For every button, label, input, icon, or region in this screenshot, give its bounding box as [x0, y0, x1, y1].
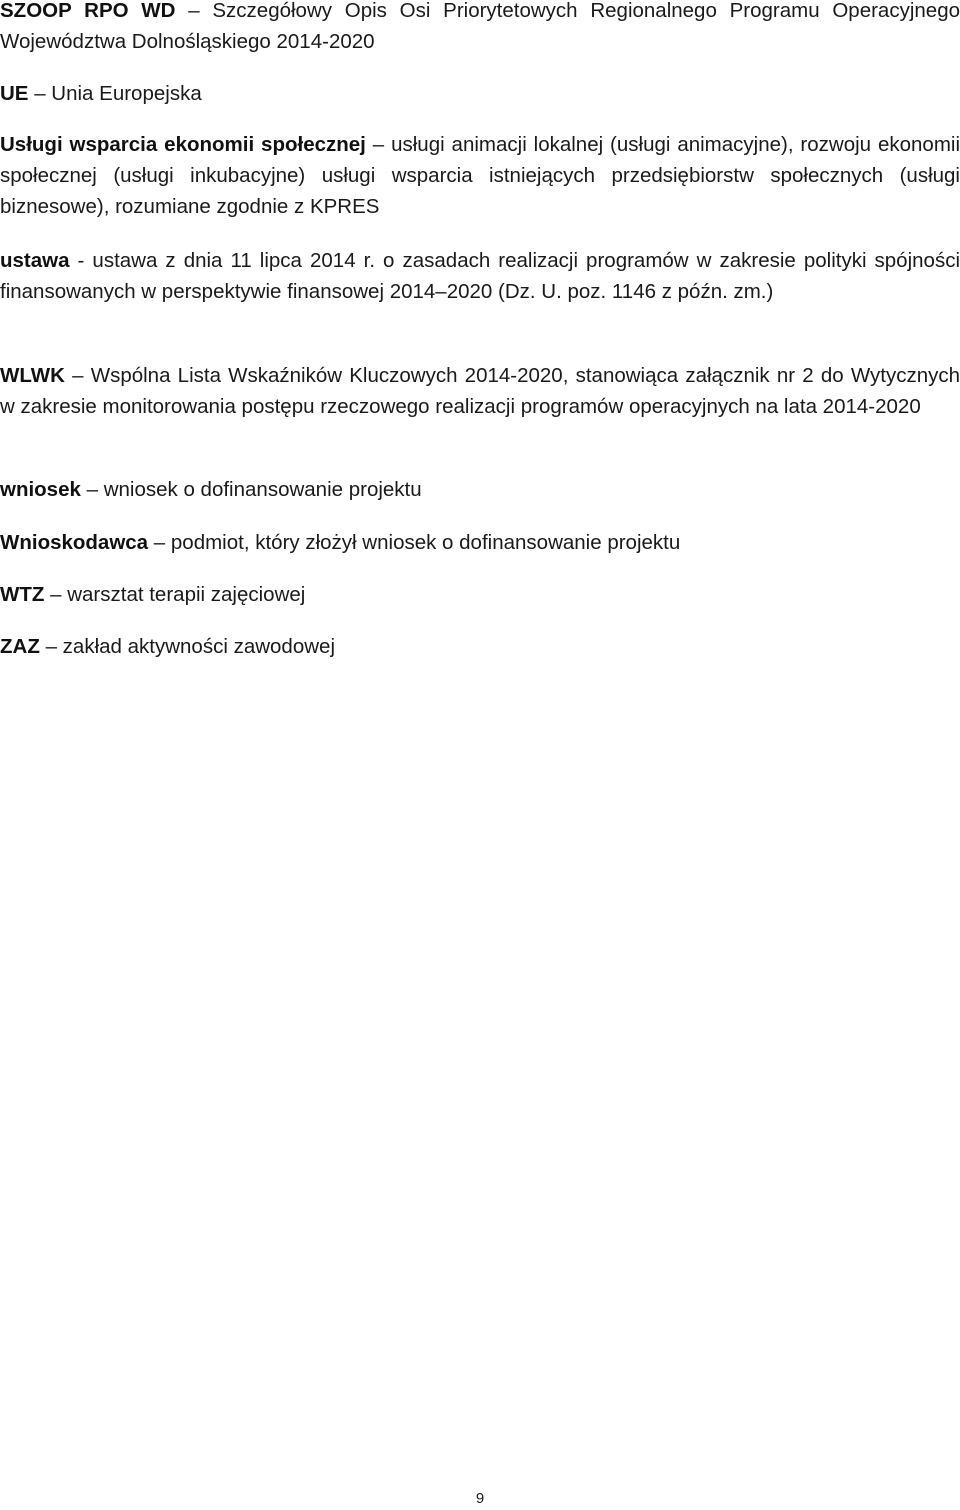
- glossary-definition: podmiot, który złożył wniosek o dofinansowanie projektu: [170, 531, 681, 554]
- term-separator: –: [86, 478, 98, 501]
- glossary-entry-uslugi-wsparcia-ekonomii-spolecznej: [0, 129, 960, 222]
- glossary-entry-wniosek: [0, 474, 960, 505]
- glossary-term: UE: [0, 82, 29, 105]
- glossary-definition: usługi animacji lokalnej (usługi animacyjne), rozwoju ekonomii społecznej (usługi inkubacyjne) usługi wsparcia istniejących przedsiębiorstw społecznych (usługi biznesowe), rozumiane zgodnie z KPRES: [0, 133, 960, 218]
- glossary-entry-wtz: [0, 579, 960, 610]
- glossary-definition: wniosek o dofinansowanie projektu: [103, 478, 422, 501]
- glossary-definition: warsztat terapii zajęciowej: [67, 583, 306, 606]
- glossary-term: SZOOP RPO WD: [0, 0, 176, 22]
- glossary-term: ustawa: [0, 249, 70, 272]
- term-separator: –: [34, 82, 46, 105]
- term-separator: –: [153, 531, 166, 554]
- glossary-definition: Szczegółowy Opis Osi Priorytetowych Regionalnego Programu Operacyjnego Województwa Dolnośląskiego 2014-2020: [0, 0, 960, 53]
- glossary-definition: Unia Europejska: [51, 82, 202, 105]
- term-separator: –: [72, 364, 84, 387]
- glossary-term: WLWK: [0, 364, 65, 387]
- glossary-entry-szoop-rpo-wd: [0, 0, 960, 57]
- term-separator: –: [188, 0, 200, 22]
- term-separator: –: [372, 133, 385, 156]
- term-separator: -: [77, 249, 85, 272]
- glossary-entry-wlwk: [0, 360, 960, 422]
- glossary-definition: ustawa z dnia 11 lipca 2014 r. o zasadach realizacji programów w zakresie polityki spójności finansowanych w perspektywie finansowej 2014–2020 (Dz. U. poz. 1146 z późn. zm.): [0, 249, 960, 303]
- glossary-entry-ue: [0, 78, 960, 109]
- glossary-term: Wnioskodawca: [0, 531, 149, 554]
- term-separator: –: [50, 583, 62, 606]
- glossary-term: WTZ: [0, 583, 45, 606]
- term-separator: –: [45, 635, 57, 658]
- glossary-entry-ustawa: [0, 245, 960, 307]
- glossary-definition: zakład aktywności zawodowej: [62, 635, 335, 658]
- glossary-term: wniosek: [0, 478, 81, 501]
- glossary-term: Usługi wsparcia ekonomii społecznej: [0, 133, 366, 156]
- page-number: 9: [475, 1490, 485, 1507]
- glossary-entry-wnioskodawca: [0, 527, 960, 558]
- glossary-definition: Wspólna Lista Wskaźników Kluczowych 2014-2020, stanowiąca załącznik nr 2 do Wytycznych w zakresie monitorowania postępu rzeczowego realizacji programów operacyjnych na lata 2014-2020: [0, 364, 960, 418]
- glossary-term: ZAZ: [0, 635, 40, 658]
- glossary-entry-zaz: [0, 631, 960, 662]
